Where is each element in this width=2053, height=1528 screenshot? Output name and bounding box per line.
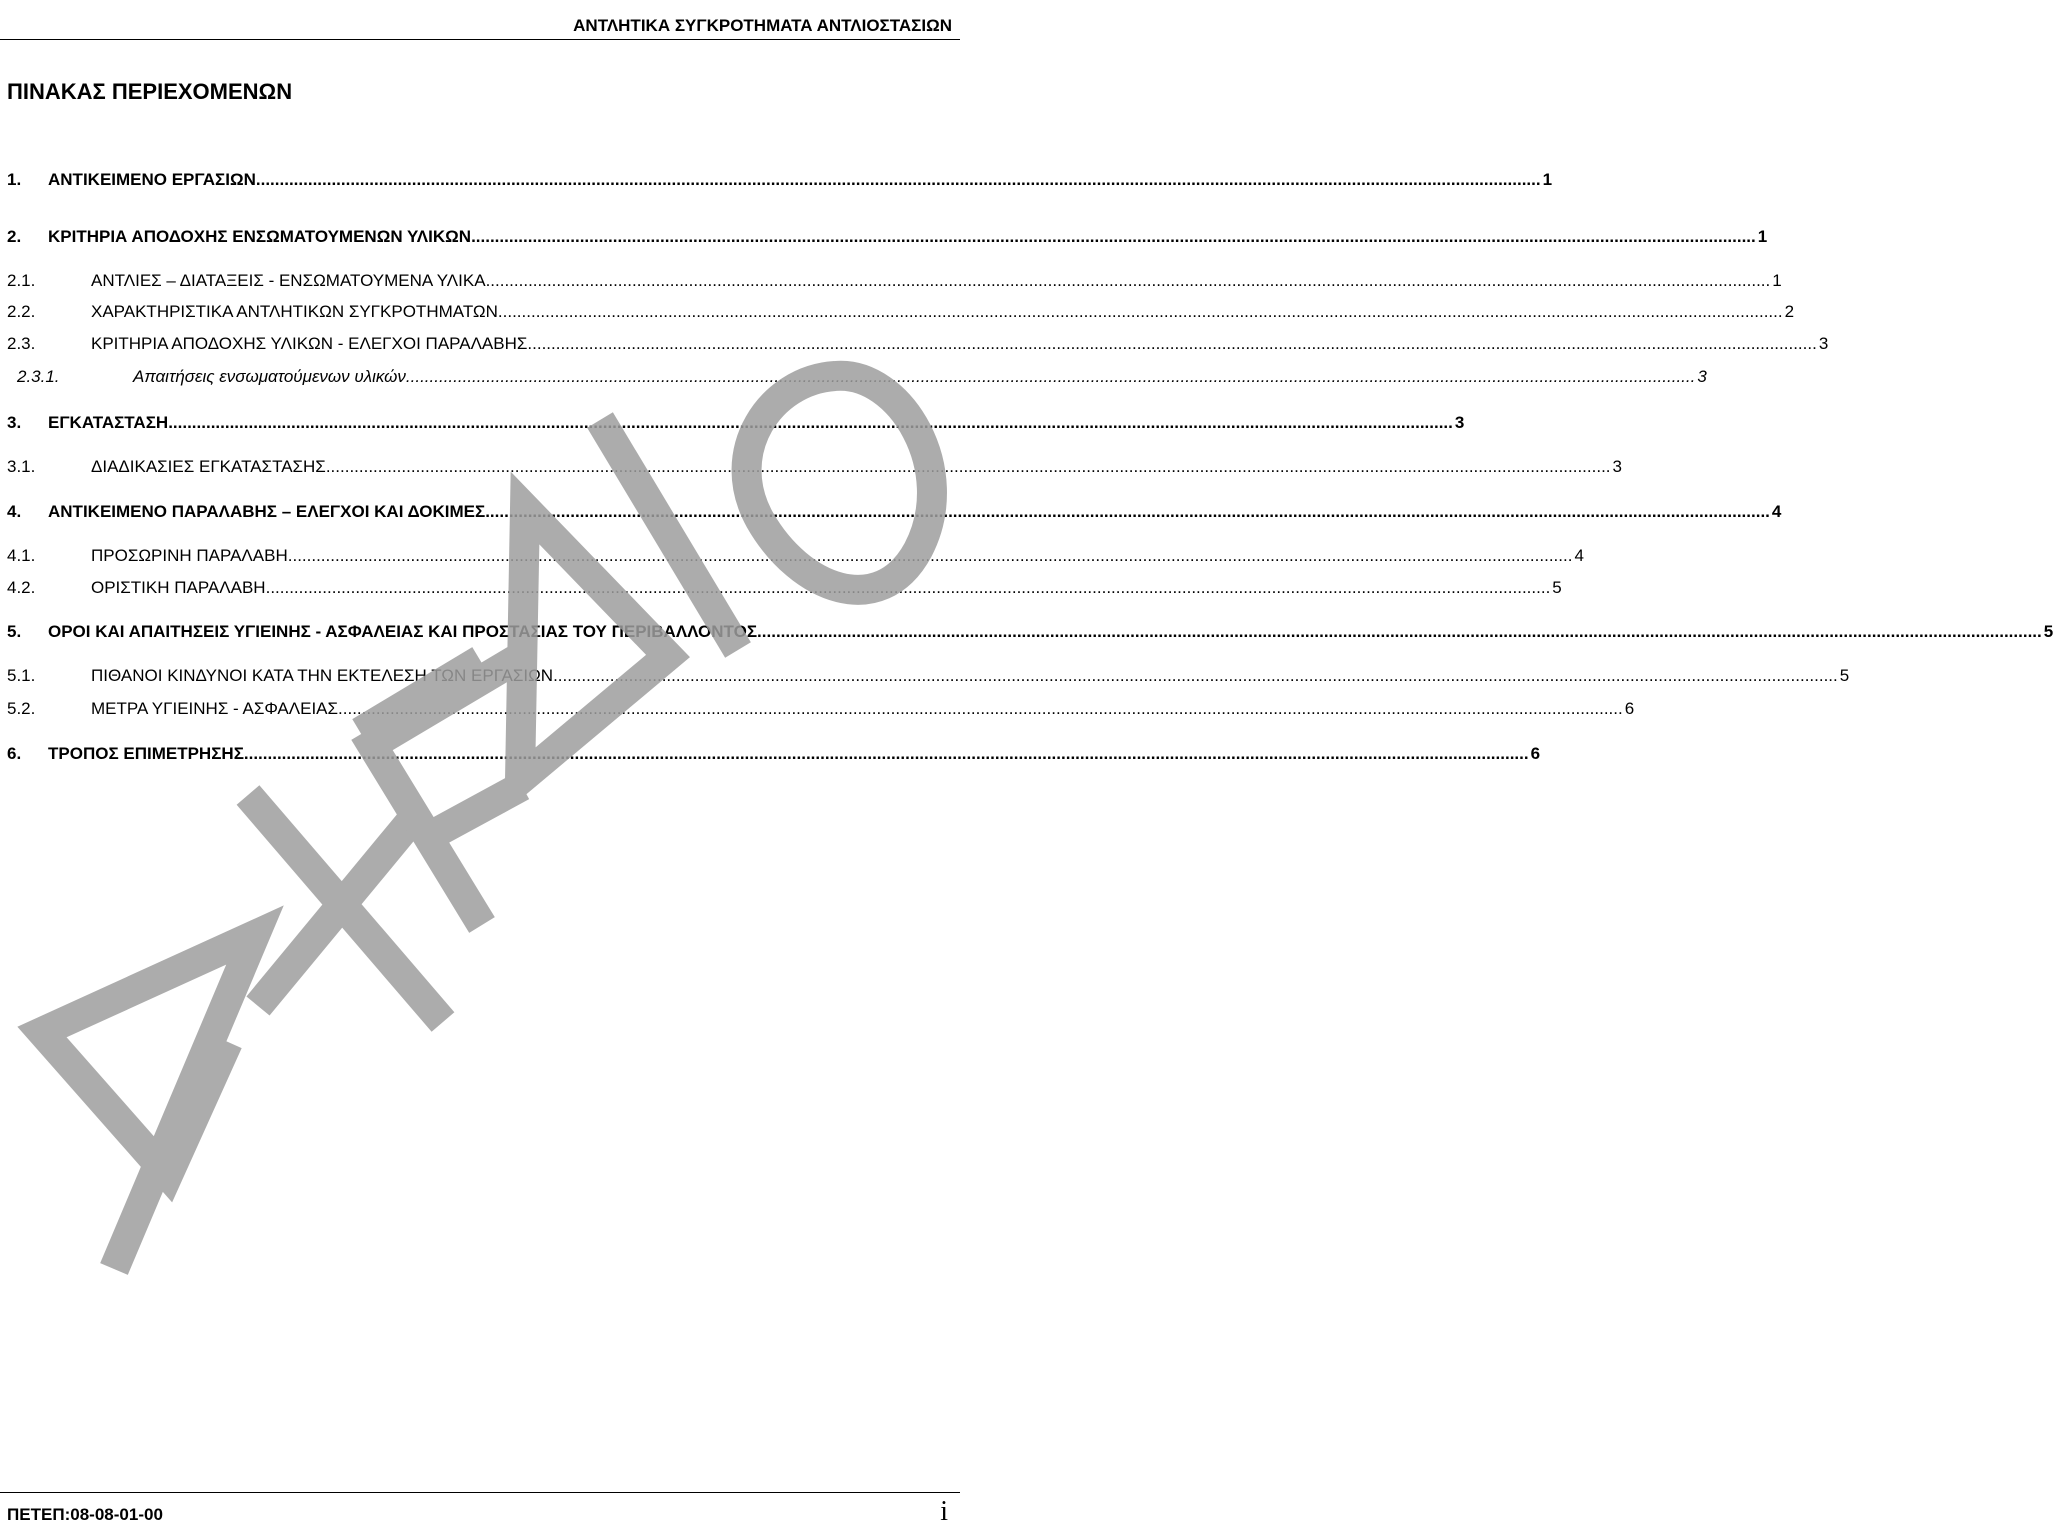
dot-leader <box>288 546 1573 566</box>
toc-entry-title: ΑΝΤΙΚΕΙΜΕΝΟ ΕΡΓΑΣΙΩΝ <box>48 170 256 189</box>
dot-leader <box>326 457 1611 477</box>
toc-entry-5-1[interactable] <box>0 666 1850 690</box>
toc-entry-page: 1 <box>1542 170 1553 189</box>
dot-leader <box>486 271 1771 291</box>
toc-entry-2-1[interactable] <box>0 271 1782 295</box>
toc-entry-number: 5. <box>7 622 22 641</box>
toc-entry-3-1[interactable] <box>0 457 1622 481</box>
toc-entry-page: 3 <box>1697 367 1707 386</box>
toc-entry-4[interactable] <box>0 502 1782 526</box>
page-number: i <box>940 1496 948 1527</box>
footer-divider <box>0 1492 960 1493</box>
toc-entry-title: ΧΑΡΑΚΤΗΡΙΣΤΙΚΑ ΑΝΤΛΗΤΙΚΩΝ ΣΥΓΚΡΟΤΗΜΑΤΩΝ <box>91 302 498 321</box>
toc-entry-page: 5 <box>1839 666 1850 685</box>
dot-leader <box>266 578 1551 598</box>
toc-entry-page: 2 <box>1784 302 1795 321</box>
toc-entry-number: 1. <box>7 170 22 189</box>
toc-entry-title: ΟΡΟΙ ΚΑΙ ΑΠΑΙΤΗΣΕΙΣ ΥΓΙΕΙΝΗΣ - ΑΣΦΑΛΕΙΑΣ ΚΑΙ ΠΡΟΣΤΑΣΙΑΣ ΤΟΥ ΠΕΡΙΒΑΛΛΟΝΤΟΣ <box>48 622 758 641</box>
toc-entry-title: ΟΡΙΣΤΙΚΗ ΠΑΡΑΛΑΒΗ <box>91 578 266 597</box>
toc-entry-number: 2.1. <box>7 271 36 290</box>
watermark-chi-letter <box>248 795 443 1022</box>
watermark-sigma-letter <box>42 935 255 1269</box>
dot-leader <box>498 302 1783 322</box>
toc-entry-number: 2.3.1. <box>17 367 60 386</box>
toc-entry-1[interactable] <box>0 170 1553 194</box>
toc-entry-number: 5.1. <box>7 666 36 685</box>
toc-entry-3[interactable] <box>0 413 1465 437</box>
document-title: ΑΝΤΛΗΤΙΚΑ ΣΥΓΚΡΟΤΗΜΑΤΑ ΑΝΤΛΙΟΣΤΑΣΙΩΝ <box>573 16 952 35</box>
toc-entry-page: 3 <box>1454 413 1465 432</box>
toc-entry-page: 1 <box>1772 271 1782 290</box>
toc-entry-2-2[interactable] <box>0 302 1795 326</box>
toc-entry-page: 3 <box>1612 457 1622 476</box>
toc-entry-page: 3 <box>1818 334 1829 353</box>
toc-entry-2-3-1[interactable] <box>0 367 1707 391</box>
toc-entry-title: ΠΡΟΣΩΡΙΝΗ ΠΑΡΑΛΑΒΗ <box>91 546 288 565</box>
toc-entry-title: Απαιτήσεις ενσωματούμενων υλικών. <box>133 367 411 386</box>
toc-entry-number: 4.1. <box>7 546 36 565</box>
document-code: ΠΕΤΕΠ:08-08-01-00 <box>7 1505 163 1524</box>
toc-entry-number: 3.1. <box>7 457 36 476</box>
dot-leader <box>256 170 1541 190</box>
watermark-iota-letter <box>600 420 738 650</box>
toc-entry-2-3[interactable] <box>0 334 1829 358</box>
toc-entry-number: 3. <box>7 413 22 432</box>
toc-entry-4-1[interactable] <box>0 546 1584 570</box>
toc-entry-title: ΚΡΙΤΗΡΙΑ ΑΠΟΔΟΧΗΣ ΥΛΙΚΩΝ - ΕΛΕΓΧΟΙ ΠΑΡΑΛΑΒΗΣ. <box>91 334 533 353</box>
toc-entry-number: 5.2. <box>7 699 36 718</box>
toc-entry-5[interactable] <box>0 622 2053 646</box>
toc-entry-page: 5 <box>1552 578 1562 597</box>
toc-entry-title: ΑΝΤΛΙΕΣ – ΔΙΑΤΑΞΕΙΣ - ΕΝΣΩΜΑΤΟΥΜΕΝΑ ΥΛΙΚΑ <box>91 271 486 290</box>
toc-entry-title: ΤΡΟΠΟΣ ΕΠΙΜΕΤΡΗΣΗΣ <box>48 744 244 763</box>
dot-leader <box>757 622 2042 642</box>
toc-entry-page: 6 <box>1624 699 1635 718</box>
toc-entry-title: ΠΙΘΑΝΟΙ ΚΙΝΔΥΝΟΙ ΚΑΤΑ ΤΗΝ ΕΚΤΕΛΕΣΗ ΤΩΝ ΕΡΓΑΣΙΩΝ <box>91 666 554 685</box>
dot-leader <box>553 666 1838 686</box>
toc-entry-number: 6. <box>7 744 22 763</box>
dot-leader <box>168 413 1453 433</box>
toc-entry-2[interactable] <box>0 227 1768 251</box>
dot-leader <box>532 334 1817 354</box>
dot-leader <box>471 227 1756 247</box>
toc-entry-page: 4 <box>1771 502 1782 521</box>
toc-entry-page: 1 <box>1757 227 1768 246</box>
toc-entry-page: 5 <box>2043 622 2053 641</box>
toc-entry-5-2[interactable] <box>0 699 1635 723</box>
toc-entry-title: ΔΙΑΔΙΚΑΣΙΕΣ ΕΓΚΑΤΑΣΤΑΣΗΣ <box>91 457 326 476</box>
toc-entry-page: 4 <box>1574 546 1584 565</box>
toc-entry-number: 4.2. <box>7 578 36 597</box>
toc-entry-number: 2.2. <box>7 302 36 321</box>
dot-leader <box>485 502 1770 522</box>
dot-leader <box>244 744 1529 764</box>
toc-entry-number: 2.3. <box>7 334 36 353</box>
toc-entry-title: ΜΕΤΡΑ ΥΓΙΕΙΝΗΣ - ΑΣΦΑΛΕΙΑΣ <box>91 699 339 718</box>
toc-entry-title: ΑΝΤΙΚΕΙΜΕΝΟ ΠΑΡΑΛΑΒΗΣ – ΕΛΕΓΧΟΙ ΚΑΙ ΔΟΚΙΜΕΣ <box>48 502 486 521</box>
header-divider <box>0 39 960 40</box>
toc-entry-6[interactable] <box>0 744 1541 768</box>
toc-entry-number: 4. <box>7 502 22 521</box>
toc-title: ΠΙΝΑΚΑΣ ΠΕΡΙΕΧΟΜΕΝΩΝ <box>7 79 293 104</box>
toc-entry-4-2[interactable] <box>0 578 1562 602</box>
dot-leader <box>411 367 1696 387</box>
dot-leader <box>338 699 1623 719</box>
toc-entry-page: 6 <box>1530 744 1541 763</box>
toc-entry-title: ΚΡΙΤΗΡΙΑ ΑΠΟΔΟΧΗΣ ΕΝΣΩΜΑΤΟΥΜΕΝΩΝ ΥΛΙΚΩΝ <box>48 227 472 246</box>
toc-entry-number: 2. <box>7 227 22 246</box>
toc-entry-title: ΕΓΚΑΤΑΣΤΑΣΗ <box>48 413 169 432</box>
